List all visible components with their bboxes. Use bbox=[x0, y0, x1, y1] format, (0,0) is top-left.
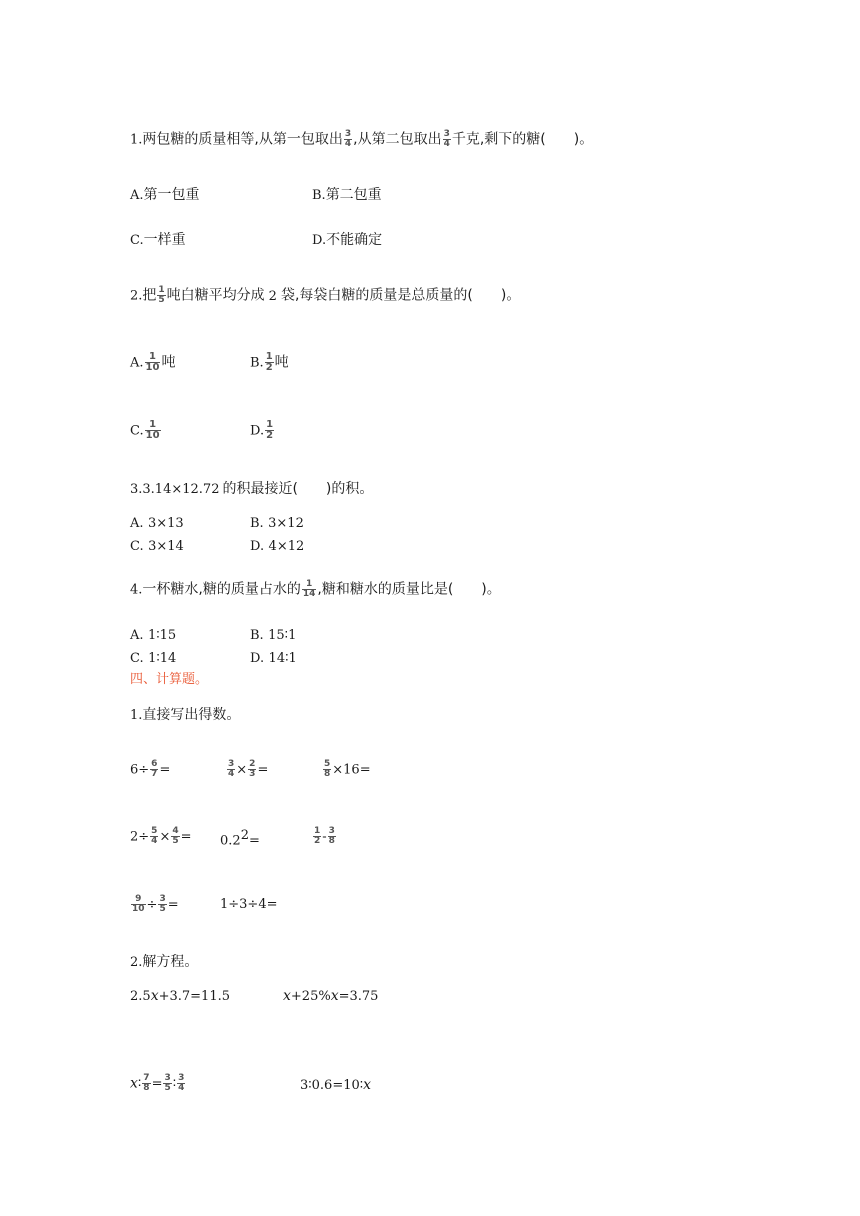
question-text: ,从第二包取出 bbox=[353, 131, 442, 148]
calc-item-1 bbox=[130, 760, 170, 780]
variable: x bbox=[283, 988, 291, 1004]
calc-item-3 bbox=[322, 760, 371, 780]
question-text: 袋,每袋白糖的质量是总质量的( )。 bbox=[280, 287, 521, 304]
fraction bbox=[443, 130, 451, 149]
fraction bbox=[344, 130, 352, 149]
option-text: 14∶1 bbox=[268, 651, 297, 666]
numerator: 5 bbox=[324, 759, 331, 769]
numerator: 1 bbox=[265, 351, 273, 362]
expression: =3.75 bbox=[338, 989, 379, 1004]
option-key: B. bbox=[312, 188, 326, 203]
denominator: 5 bbox=[164, 1083, 171, 1093]
question-text: 解方程。 bbox=[142, 954, 199, 970]
numerator: 1 bbox=[145, 420, 161, 431]
expression: 0.2 bbox=[220, 833, 241, 849]
bag-count: 2 bbox=[268, 288, 277, 304]
expression: = bbox=[180, 829, 192, 845]
expression: 6÷ bbox=[130, 762, 150, 778]
denominator: 2 bbox=[314, 836, 321, 846]
option-text: 1∶14 bbox=[148, 651, 177, 666]
option-key: C. bbox=[130, 539, 144, 554]
fraction bbox=[158, 895, 166, 914]
calc-item-6 bbox=[312, 827, 337, 847]
option-key: C. bbox=[130, 651, 144, 666]
question-number: 1. bbox=[130, 132, 143, 148]
numerator: 1 bbox=[145, 352, 161, 363]
question-text: 把 bbox=[142, 287, 157, 304]
fraction bbox=[171, 827, 179, 846]
denominator: 10 bbox=[145, 362, 160, 373]
question-1 bbox=[130, 130, 593, 150]
fraction bbox=[302, 580, 317, 599]
fraction bbox=[313, 827, 321, 846]
numerator: 7 bbox=[143, 1073, 150, 1083]
option-key: B. bbox=[250, 516, 264, 531]
calc-item-5 bbox=[220, 827, 260, 851]
numerator: 3 bbox=[178, 1073, 185, 1083]
option-b bbox=[250, 626, 296, 645]
option-key: D. bbox=[250, 423, 265, 439]
denominator: 8 bbox=[328, 836, 335, 846]
option-key: C. bbox=[130, 423, 144, 439]
denominator: 8 bbox=[324, 769, 331, 779]
question-number: 2. bbox=[130, 288, 143, 304]
denominator: 4 bbox=[344, 139, 352, 149]
numerator: 3 bbox=[228, 759, 235, 769]
fraction bbox=[131, 895, 146, 914]
denominator: 3 bbox=[249, 769, 256, 779]
fraction bbox=[177, 1074, 185, 1093]
option-text: 4×12 bbox=[268, 539, 305, 554]
option-text: 不能确定 bbox=[326, 232, 383, 248]
option-text: 3×12 bbox=[268, 516, 304, 531]
variable: x bbox=[150, 988, 159, 1004]
option-text: 3×14 bbox=[148, 539, 184, 554]
question-text: ,糖和糖水的质量比是( )。 bbox=[317, 581, 501, 598]
numerator: 5 bbox=[151, 826, 158, 836]
option-d bbox=[312, 231, 382, 250]
option-c bbox=[130, 649, 176, 668]
numerator: 1 bbox=[314, 826, 321, 836]
fraction bbox=[323, 760, 331, 779]
calc-title bbox=[130, 706, 240, 725]
equation-4 bbox=[300, 1076, 371, 1095]
fraction bbox=[163, 1074, 171, 1093]
fraction bbox=[145, 352, 161, 373]
unit: 吨 bbox=[274, 354, 289, 371]
question-3 bbox=[130, 480, 373, 499]
operator: ∶ bbox=[172, 1076, 177, 1092]
option-b bbox=[250, 352, 289, 373]
denominator: 14 bbox=[302, 589, 316, 599]
equation-2 bbox=[283, 987, 378, 1006]
option-key: A. bbox=[130, 628, 144, 643]
option-d bbox=[250, 649, 297, 668]
denominator: 5 bbox=[172, 836, 179, 846]
option-c bbox=[130, 420, 162, 441]
denominator: 8 bbox=[143, 1083, 150, 1093]
calc-item-2 bbox=[226, 760, 268, 780]
numerator: 3 bbox=[159, 894, 166, 904]
expression: 3∶0.6=10∶ bbox=[300, 1078, 364, 1093]
expression: = bbox=[159, 762, 171, 778]
question-text: 直接写出得数。 bbox=[142, 707, 241, 723]
denominator: 4 bbox=[443, 139, 450, 149]
numerator: 6 bbox=[151, 759, 158, 769]
fraction bbox=[328, 827, 336, 846]
calc-item-4 bbox=[130, 827, 192, 847]
denominator: 4 bbox=[228, 769, 235, 779]
option-key: B. bbox=[250, 355, 264, 371]
option-key: A. bbox=[130, 188, 144, 203]
variable: x bbox=[130, 1075, 138, 1092]
option-key: A. bbox=[130, 355, 144, 371]
question-4 bbox=[130, 580, 501, 600]
fraction bbox=[150, 827, 158, 846]
expression: 2.5 bbox=[130, 989, 151, 1004]
option-key: C. bbox=[130, 233, 144, 248]
operator: ÷ bbox=[146, 897, 158, 913]
expression: = bbox=[248, 833, 260, 849]
section-heading: 四、计算题。 bbox=[130, 672, 209, 687]
denominator: 7 bbox=[151, 769, 158, 779]
numerator: 2 bbox=[249, 759, 256, 769]
numerator: 3 bbox=[344, 129, 352, 139]
unit: 吨 bbox=[161, 354, 176, 371]
numerator: 4 bbox=[172, 826, 179, 836]
expression: 3.14×12.72 bbox=[142, 482, 220, 497]
operator: = bbox=[151, 1076, 163, 1092]
question-number: 2. bbox=[130, 955, 143, 970]
denominator: 4 bbox=[151, 836, 158, 846]
equations-title bbox=[130, 953, 198, 972]
denominator: 5 bbox=[159, 904, 166, 914]
denominator: 10 bbox=[132, 904, 145, 914]
question-2 bbox=[130, 286, 520, 306]
option-b bbox=[312, 186, 382, 205]
option-c bbox=[130, 231, 186, 250]
option-a bbox=[130, 186, 200, 205]
operator: × bbox=[159, 829, 171, 845]
operator: - bbox=[322, 829, 327, 845]
question-text: 千克,剩下的糖( )。 bbox=[451, 131, 594, 148]
expression: = bbox=[257, 762, 269, 778]
numerator: 3 bbox=[164, 1073, 171, 1083]
question-number: 4. bbox=[130, 582, 143, 598]
fraction bbox=[265, 352, 274, 373]
equation-1 bbox=[130, 987, 230, 1006]
fraction bbox=[145, 420, 161, 441]
numerator: 1 bbox=[266, 419, 274, 430]
denominator: 4 bbox=[178, 1083, 185, 1093]
denominator: 5 bbox=[158, 295, 165, 305]
option-key: D. bbox=[250, 651, 265, 666]
option-a bbox=[130, 514, 184, 533]
operator: × bbox=[236, 762, 248, 778]
denominator: 10 bbox=[145, 430, 160, 441]
option-d bbox=[250, 537, 304, 556]
question-text: 吨白糖平均分成 bbox=[166, 287, 265, 304]
fraction bbox=[157, 286, 165, 305]
expression: ×16= bbox=[332, 762, 371, 778]
expression: 1÷3÷4= bbox=[220, 897, 278, 912]
question-number: 3. bbox=[130, 482, 143, 497]
option-key: D. bbox=[250, 539, 265, 554]
calc-item-8 bbox=[220, 895, 278, 914]
option-text: 15∶1 bbox=[268, 628, 297, 643]
question-text: 的积最接近( )的积。 bbox=[222, 481, 374, 497]
option-key: D. bbox=[312, 233, 327, 248]
numerator: 1 bbox=[158, 285, 165, 295]
fraction bbox=[142, 1074, 150, 1093]
option-b bbox=[250, 514, 304, 533]
fraction bbox=[227, 760, 235, 779]
option-c bbox=[130, 537, 184, 556]
option-key: A. bbox=[130, 516, 144, 531]
expression: +25% bbox=[290, 989, 331, 1004]
option-a bbox=[130, 352, 175, 373]
variable: x bbox=[330, 988, 339, 1004]
expression: 2÷ bbox=[130, 829, 150, 845]
fraction bbox=[150, 760, 158, 779]
question-text: 一杯糖水,糖的质量占水的 bbox=[142, 581, 301, 598]
fraction bbox=[248, 760, 256, 779]
equation-3 bbox=[130, 1074, 186, 1094]
operator: ∶ bbox=[137, 1076, 142, 1092]
denominator: 2 bbox=[266, 430, 274, 441]
denominator: 2 bbox=[265, 362, 273, 373]
expression: +3.7=11.5 bbox=[158, 989, 230, 1004]
numerator: 3 bbox=[328, 826, 335, 836]
calc-item-7 bbox=[130, 895, 179, 915]
exponent: 2 bbox=[240, 828, 249, 843]
option-d bbox=[250, 420, 275, 441]
numerator: 9 bbox=[131, 895, 146, 905]
expression: = bbox=[167, 897, 179, 913]
numerator: 1 bbox=[302, 580, 317, 590]
option-key: B. bbox=[250, 628, 264, 643]
fraction bbox=[265, 420, 274, 441]
variable: x bbox=[363, 1077, 372, 1093]
question-number: 1. bbox=[130, 708, 143, 723]
option-text: 一样重 bbox=[143, 232, 186, 248]
option-a bbox=[130, 626, 176, 645]
option-text: 第一包重 bbox=[143, 187, 200, 203]
numerator: 3 bbox=[443, 129, 450, 139]
option-text: 3×13 bbox=[147, 516, 184, 531]
option-text: 第二包重 bbox=[325, 187, 382, 203]
question-text: 两包糖的质量相等,从第一包取出 bbox=[142, 131, 343, 148]
option-text: 1∶15 bbox=[147, 628, 177, 643]
